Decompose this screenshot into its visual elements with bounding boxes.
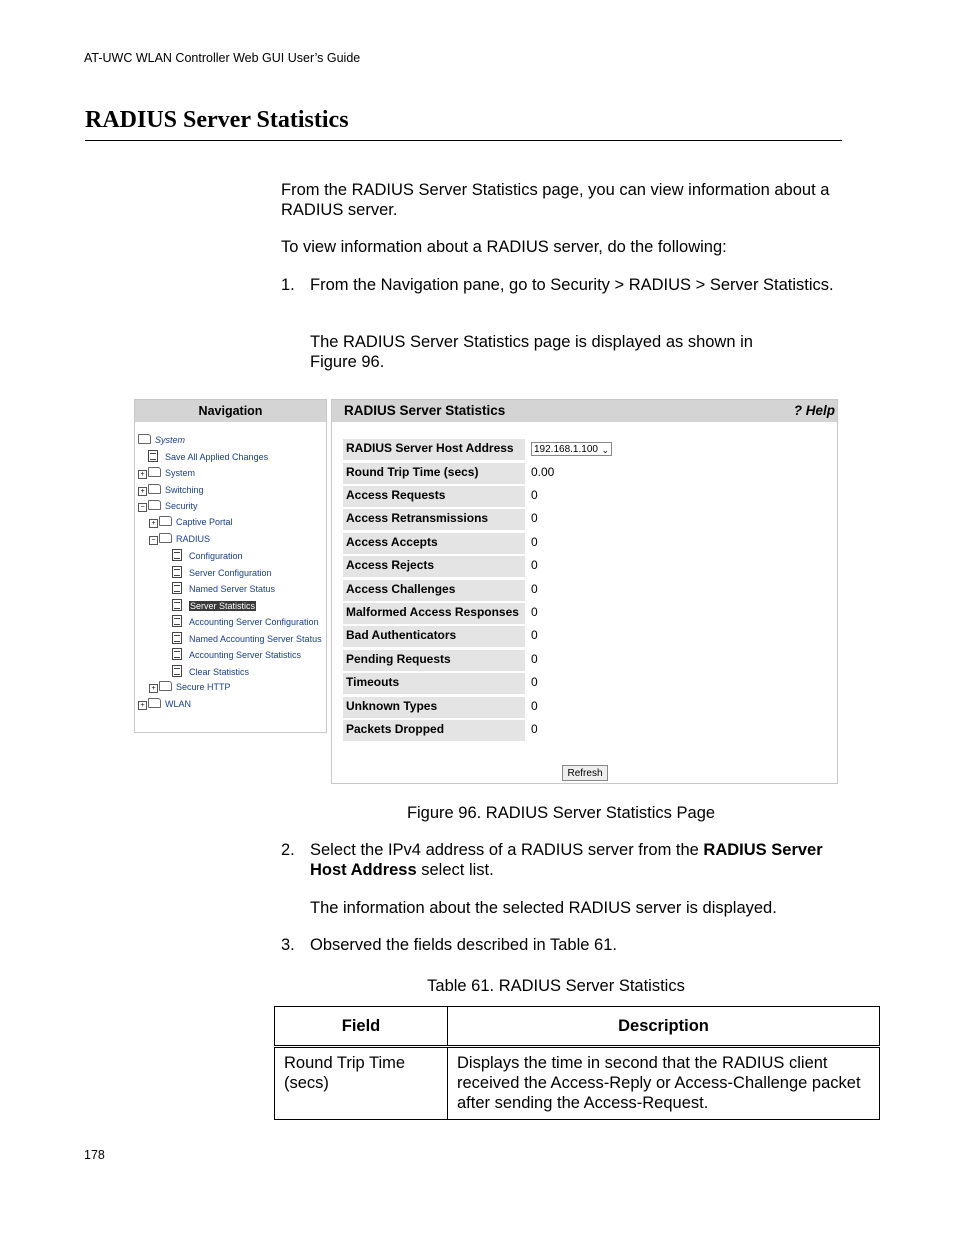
instruction-paragraph: To view information about a RADIUS server, do the following: xyxy=(281,238,727,256)
chevron-down-icon: ⌄ xyxy=(601,445,609,455)
refresh-button[interactable]: Refresh xyxy=(562,765,608,781)
tree-item-configuration[interactable]: Configuration xyxy=(172,549,243,562)
table-row xyxy=(275,1047,880,1120)
column-header: Field xyxy=(275,1007,448,1047)
page-number: 178 xyxy=(84,1148,105,1162)
navigation-panel xyxy=(134,399,327,733)
page-icon xyxy=(172,665,182,677)
step-text: Select the IPv4 address of a RADIUS server from the RADIUS Server Host Address select list. xyxy=(310,841,823,879)
section-title: RADIUS Server Statistics xyxy=(85,107,349,133)
statistics-title: RADIUS Server Statistics xyxy=(344,403,506,418)
tree-item-system-root[interactable]: System xyxy=(138,434,185,446)
step-text: Observed the fields described in Table 61. xyxy=(310,936,617,954)
navigation-header: Navigation xyxy=(135,400,326,422)
figure-caption: Figure 96. RADIUS Server Statistics Page xyxy=(406,804,716,822)
tree-item-security[interactable]: − Security xyxy=(138,500,198,512)
tree-item-named-accounting-server-status[interactable]: Named Accounting Server Status xyxy=(172,632,322,645)
tree-item-captive-portal[interactable]: + Captive Portal xyxy=(149,516,233,528)
step-2 xyxy=(281,840,846,880)
page-icon xyxy=(172,599,182,611)
folder-open-icon xyxy=(138,434,151,444)
step-1-note: The RADIUS Server Statistics page is displayed as shown in Figure 96. xyxy=(310,333,753,371)
folder-open-icon xyxy=(159,533,172,543)
stat-row: Timeouts 0 xyxy=(343,673,823,694)
page-icon xyxy=(172,566,182,578)
expand-icon[interactable]: + xyxy=(138,487,147,496)
title-rule xyxy=(85,140,842,141)
collapse-icon[interactable]: − xyxy=(149,536,158,545)
stat-row: Malformed Access Responses 0 xyxy=(343,603,823,624)
stat-row: Round Trip Time (secs) 0.00 xyxy=(343,463,823,484)
tree-item-system[interactable]: + System xyxy=(138,467,195,479)
tree-item-radius[interactable]: − RADIUS xyxy=(149,533,210,545)
tree-item-named-server-status[interactable]: Named Server Status xyxy=(172,582,275,595)
tree-item-save-changes[interactable]: Save All Applied Changes xyxy=(148,450,268,463)
navigation-tree xyxy=(135,400,326,732)
page-icon xyxy=(172,615,182,627)
tree-item-wlan[interactable]: + WLAN xyxy=(138,698,191,710)
running-header: AT-UWC WLAN Controller Web GUI User’s Guide xyxy=(84,51,361,65)
tree-item-clear-statistics[interactable]: Clear Statistics xyxy=(172,665,249,678)
step-1 xyxy=(281,275,846,315)
statistics-header xyxy=(332,400,837,422)
page-icon xyxy=(148,450,158,462)
column-header: Description xyxy=(448,1007,880,1047)
host-address-label: RADIUS Server Host Address xyxy=(343,439,525,460)
step-text: From the Navigation pane, go to Security > RADIUS > Server Statistics. xyxy=(310,276,834,294)
folder-icon xyxy=(148,467,161,477)
stat-row: Unknown Types 0 xyxy=(343,697,823,718)
step-3 xyxy=(281,935,846,955)
stat-row: Bad Authenticators 0 xyxy=(343,626,823,647)
stat-row: Access Retransmissions 0 xyxy=(343,509,823,530)
help-link[interactable]: ? Help xyxy=(793,403,835,418)
page-icon xyxy=(172,582,182,594)
folder-icon xyxy=(148,698,161,708)
table-header-row xyxy=(275,1007,880,1047)
stat-row: Access Rejects 0 xyxy=(343,556,823,577)
page-icon xyxy=(172,549,182,561)
tree-item-server-statistics[interactable]: Server Statistics xyxy=(172,599,256,612)
folder-open-icon xyxy=(148,500,161,510)
collapse-icon[interactable]: − xyxy=(138,503,147,512)
stat-row: Packets Dropped 0 xyxy=(343,720,823,741)
page-icon xyxy=(172,632,182,644)
statistics-panel xyxy=(331,399,838,784)
tree-item-accounting-server-configuration[interactable]: Accounting Server Configuration xyxy=(172,615,319,628)
expand-icon[interactable]: + xyxy=(149,519,158,528)
stat-row: Pending Requests 0 xyxy=(343,650,823,671)
statistics-table xyxy=(274,1006,880,1120)
step-number: 2. xyxy=(281,841,295,859)
page-icon xyxy=(172,648,182,660)
stat-row: Access Requests 0 xyxy=(343,486,823,507)
step-number: 1. xyxy=(281,276,295,294)
tree-item-secure-http[interactable]: + Secure HTTP xyxy=(149,681,231,693)
table-caption: Table 61. RADIUS Server Statistics xyxy=(427,977,685,995)
stat-row: Access Challenges 0 xyxy=(343,580,823,601)
table-cell-field: Round Trip Time (secs) xyxy=(275,1047,448,1120)
expand-icon[interactable]: + xyxy=(138,701,147,710)
folder-icon xyxy=(159,516,172,526)
tree-item-accounting-server-statistics[interactable]: Accounting Server Statistics xyxy=(172,648,301,661)
intro-paragraph: From the RADIUS Server Statistics page, you can view information about a RADIUS server. xyxy=(281,181,830,219)
stat-row: Access Accepts 0 xyxy=(343,533,823,554)
tree-item-server-configuration[interactable]: Server Configuration xyxy=(172,566,272,579)
step-number: 3. xyxy=(281,936,295,954)
folder-icon xyxy=(159,681,172,691)
step-2-note: The information about the selected RADIUS server is displayed. xyxy=(310,899,777,917)
expand-icon[interactable]: + xyxy=(149,684,158,693)
host-address-select[interactable]: 192.168.1.100 ⌄ xyxy=(531,442,612,456)
tree-item-switching[interactable]: + Switching xyxy=(138,484,204,496)
expand-icon[interactable]: + xyxy=(138,470,147,479)
table-cell-description: Displays the time in second that the RADIUS client received the Access-Reply or Access-Challenge packet after sending the Access-Request. xyxy=(448,1047,880,1120)
folder-icon xyxy=(148,484,161,494)
